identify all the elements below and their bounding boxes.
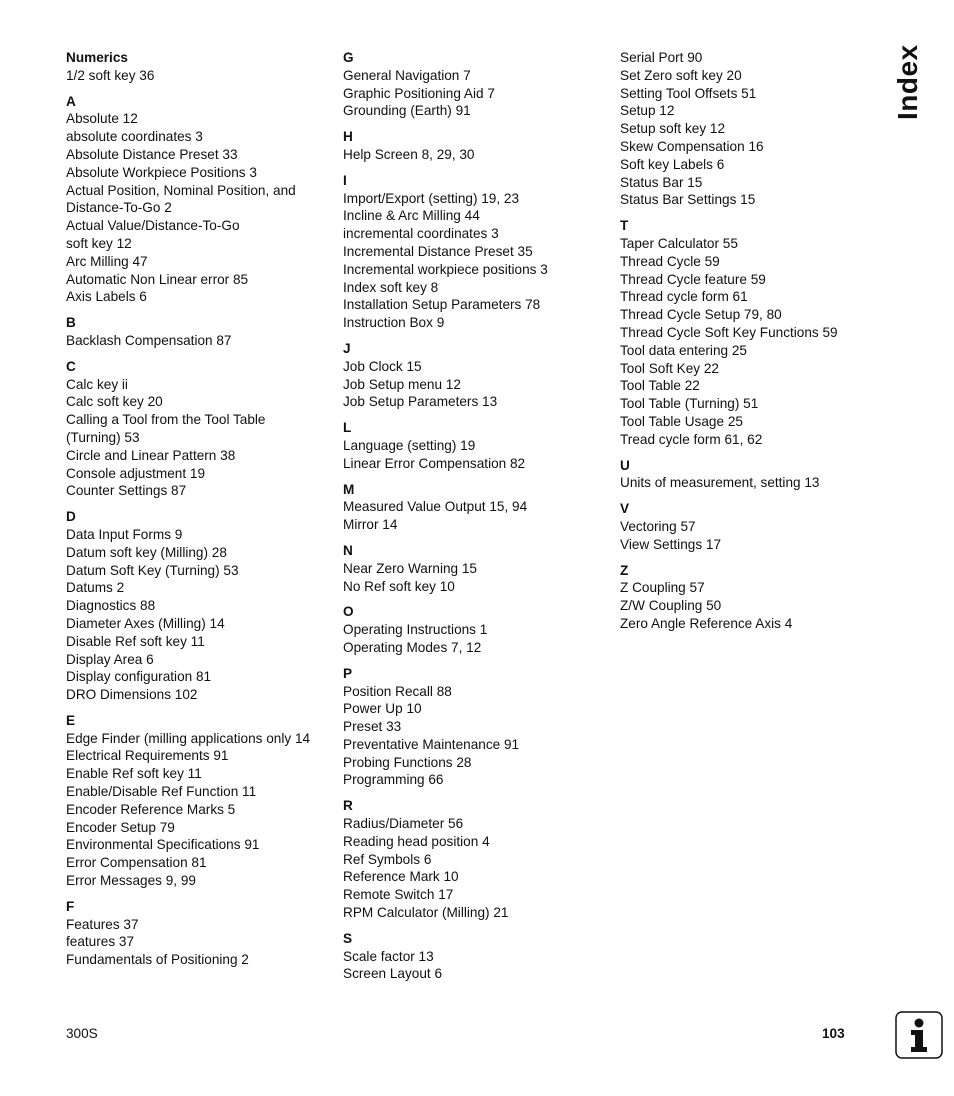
section-letter-heading: Numerics [66, 50, 128, 65]
index-section [66, 358, 336, 500]
index-entry: Disable Ref soft key 11 [66, 633, 205, 649]
index-entry: Job Clock 15 [343, 358, 422, 374]
index-entry: Console adjustment 19 [66, 465, 206, 481]
index-column-2 [343, 49, 613, 991]
section-letter-heading: U [620, 457, 630, 473]
index-section [620, 49, 890, 209]
index-entry: Absolute Workpiece Positions 3 [66, 164, 257, 180]
index-entry: Counter Settings 87 [66, 483, 187, 499]
index-entry: Incline & Arc Milling 44 [343, 208, 480, 224]
index-entry: Display configuration 81 [66, 669, 212, 685]
index-entry: Mirror 14 [343, 517, 398, 533]
index-entry: Import/Export (setting) 19, 23 [343, 190, 520, 206]
index-entry: Zero Angle Reference Axis 4 [620, 615, 793, 631]
index-entry: Actual Position, Nominal Position, and [66, 182, 296, 198]
index-column-1 [66, 49, 336, 977]
index-entry: Reading head position 4 [343, 833, 490, 849]
index-entry: Job Setup menu 12 [343, 376, 461, 392]
index-entry: Job Setup Parameters 13 [343, 394, 498, 410]
index-entry: Taper Calculator 55 [620, 235, 738, 251]
section-letter-heading: V [620, 501, 630, 517]
index-entry: Ref Symbols 6 [343, 851, 432, 867]
index-entry: Thread Cycle feature 59 [620, 271, 766, 287]
section-letter-heading: R [343, 798, 353, 814]
index-section [66, 508, 336, 704]
index-entry: Diagnostics 88 [66, 598, 156, 614]
index-entry: Calc soft key 20 [66, 394, 163, 410]
section-letter-heading: M [343, 481, 355, 497]
index-entry: Scale factor 13 [343, 948, 434, 964]
index-entry: Encoder Setup 79 [66, 819, 175, 835]
index-section [620, 457, 890, 493]
index-entry: Status Bar Settings 15 [620, 192, 756, 208]
index-entry: Backlash Compensation 87 [66, 332, 232, 348]
section-letter-heading: I [343, 172, 347, 188]
index-entry: Datums 2 [66, 580, 125, 596]
index-entry: Error Messages 9, 99 [66, 873, 196, 889]
index-entry: Thread cycle form 61 [620, 289, 748, 305]
index-section [343, 930, 613, 983]
index-entry: Tread cycle form 61, 62 [620, 431, 763, 447]
index-entry: Enable Ref soft key 11 [66, 766, 202, 782]
index-entry: Tool Soft Key 22 [620, 360, 719, 376]
index-entry: Vectoring 57 [620, 518, 696, 534]
index-entry: Remote Switch 17 [343, 887, 454, 903]
index-section [66, 314, 336, 350]
index-entry: Tool Table (Turning) 51 [620, 396, 759, 412]
index-entry: Z Coupling 57 [620, 580, 705, 596]
index-entry: Operating Instructions 1 [343, 622, 488, 638]
index-entry: Tool Table 22 [620, 378, 700, 394]
section-letter-heading: S [343, 930, 353, 946]
index-entry: Axis Labels 6 [66, 289, 147, 305]
section-letter-heading: J [343, 340, 351, 356]
section-letter-heading: T [620, 218, 629, 234]
index-entry: absolute coordinates 3 [66, 129, 203, 145]
index-entry: Error Compensation 81 [66, 855, 207, 871]
index-section [343, 481, 613, 534]
index-entry: Preset 33 [343, 719, 402, 735]
index-section [343, 340, 613, 411]
section-letter-heading: H [343, 129, 353, 145]
index-entry: Near Zero Warning 15 [343, 560, 477, 576]
index-section [620, 562, 890, 633]
index-entry: Datum Soft Key (Turning) 53 [66, 562, 239, 578]
index-entry: soft key 12 [66, 235, 132, 251]
index-column-3 [620, 49, 890, 641]
index-entry: Incremental Distance Preset 35 [343, 243, 533, 259]
index-entry: Screen Layout 6 [343, 966, 442, 982]
index-entry: Environmental Specifications 91 [66, 837, 260, 853]
index-entry: Thread Cycle Soft Key Functions 59 [620, 324, 838, 340]
index-entry: Electrical Requirements 91 [66, 748, 229, 764]
index-entry: Skew Compensation 16 [620, 138, 764, 154]
index-entry: Measured Value Output 15, 94 [343, 499, 528, 515]
footer-product-name: 300S [66, 1026, 98, 1041]
index-entry: Absolute Distance Preset 33 [66, 146, 238, 162]
index-entry: View Settings 17 [620, 536, 722, 552]
index-entry: Features 37 [66, 916, 139, 932]
index-entry: Grounding (Earth) 91 [343, 103, 471, 119]
index-entry: Soft key Labels 6 [620, 156, 725, 172]
section-letter-heading: A [66, 93, 76, 109]
index-entry: Operating Modes 7, 12 [343, 639, 482, 655]
index-entry: Language (setting) 19 [343, 437, 476, 453]
page-number: 103 [822, 1026, 845, 1041]
index-section [343, 665, 613, 790]
index-entry: Arc Milling 47 [66, 253, 148, 269]
index-entry: (Turning) 53 [66, 429, 140, 445]
index-entry: Power Up 10 [343, 701, 422, 717]
section-letter-heading: B [66, 315, 76, 331]
index-section [620, 217, 890, 448]
index-entry: Tool Table Usage 25 [620, 413, 743, 429]
index-entry: Set Zero soft key 20 [620, 67, 742, 83]
section-letter-heading: L [343, 420, 352, 436]
index-entry: Z/W Coupling 50 [620, 598, 722, 614]
index-entry: Instruction Box 9 [343, 315, 445, 331]
index-entry: Display Area 6 [66, 651, 154, 667]
index-section [66, 898, 336, 969]
index-entry: Graphic Positioning Aid 7 [343, 85, 495, 101]
section-letter-heading: N [343, 542, 353, 558]
index-entry: Thread Cycle Setup 79, 80 [620, 307, 782, 323]
info-icon [895, 1011, 943, 1059]
index-entry: Setting Tool Offsets 51 [620, 85, 757, 101]
index-section [343, 603, 613, 656]
index-entry: Datum soft key (Milling) 28 [66, 544, 227, 560]
index-entry: Incremental workpiece positions 3 [343, 261, 548, 277]
section-letter-heading: Z [620, 562, 629, 578]
index-section [343, 542, 613, 595]
index-section [343, 172, 613, 332]
index-section [66, 712, 336, 890]
index-entry: Enable/Disable Ref Function 11 [66, 784, 257, 800]
index-entry: Linear Error Compensation 82 [343, 455, 526, 471]
index-entry: RPM Calculator (Milling) 21 [343, 905, 509, 921]
index-entry: Reference Mark 10 [343, 869, 459, 885]
section-letter-heading: F [66, 898, 75, 914]
index-section [343, 419, 613, 472]
index-entry: Setup soft key 12 [620, 121, 726, 137]
index-entry: Installation Setup Parameters 78 [343, 297, 541, 313]
index-section [66, 49, 336, 85]
index-side-title: Index [892, 44, 923, 120]
section-letter-heading: P [343, 665, 353, 681]
index-entry: Absolute 12 [66, 111, 138, 127]
section-letter-heading: E [66, 712, 76, 728]
index-entry: Fundamentals of Positioning 2 [66, 952, 249, 968]
index-entry: Diameter Axes (Milling) 14 [66, 615, 225, 631]
index-entry: incremental coordinates 3 [343, 226, 499, 242]
index-entry: Calling a Tool from the Tool Table [66, 412, 266, 428]
index-entry: Units of measurement, setting 13 [620, 475, 820, 491]
index-entry: Index soft key 8 [343, 279, 439, 295]
section-letter-heading: G [343, 50, 354, 65]
index-section [620, 500, 890, 553]
index-entry: Calc key ii [66, 376, 128, 392]
index-entry: Distance-To-Go 2 [66, 200, 172, 216]
index-entry: Thread Cycle 59 [620, 253, 720, 269]
index-entry: Setup 12 [620, 103, 675, 119]
index-entry: DRO Dimensions 102 [66, 687, 198, 703]
index-entry: General Navigation 7 [343, 67, 471, 83]
index-entry: Status Bar 15 [620, 174, 703, 190]
index-entry: 1/2 soft key 36 [66, 67, 155, 83]
index-entry: Actual Value/Distance-To-Go [66, 218, 240, 234]
section-letter-heading: C [66, 358, 76, 374]
index-entry: No Ref soft key 10 [343, 578, 455, 594]
index-entry: Encoder Reference Marks 5 [66, 801, 236, 817]
section-letter-heading: D [66, 509, 76, 525]
index-entry: Position Recall 88 [343, 683, 452, 699]
index-entry: Preventative Maintenance 91 [343, 736, 520, 752]
index-entry: Probing Functions 28 [343, 754, 472, 770]
index-section [343, 797, 613, 922]
index-entry: Automatic Non Linear error 85 [66, 271, 249, 287]
index-section [66, 93, 336, 307]
index-entry: Circle and Linear Pattern 38 [66, 447, 236, 463]
index-section [343, 49, 613, 120]
index-entry: Edge Finder (milling applications only 14 [66, 730, 311, 746]
index-entry: Programming 66 [343, 772, 444, 788]
index-entry: Help Screen 8, 29, 30 [343, 146, 475, 162]
index-entry: Radius/Diameter 56 [343, 816, 464, 832]
section-letter-heading: O [343, 604, 354, 620]
index-entry: Serial Port 90 [620, 50, 703, 65]
index-section [343, 128, 613, 164]
index-entry: features 37 [66, 934, 135, 950]
index-entry: Data Input Forms 9 [66, 526, 183, 542]
index-entry: Tool data entering 25 [620, 342, 747, 358]
